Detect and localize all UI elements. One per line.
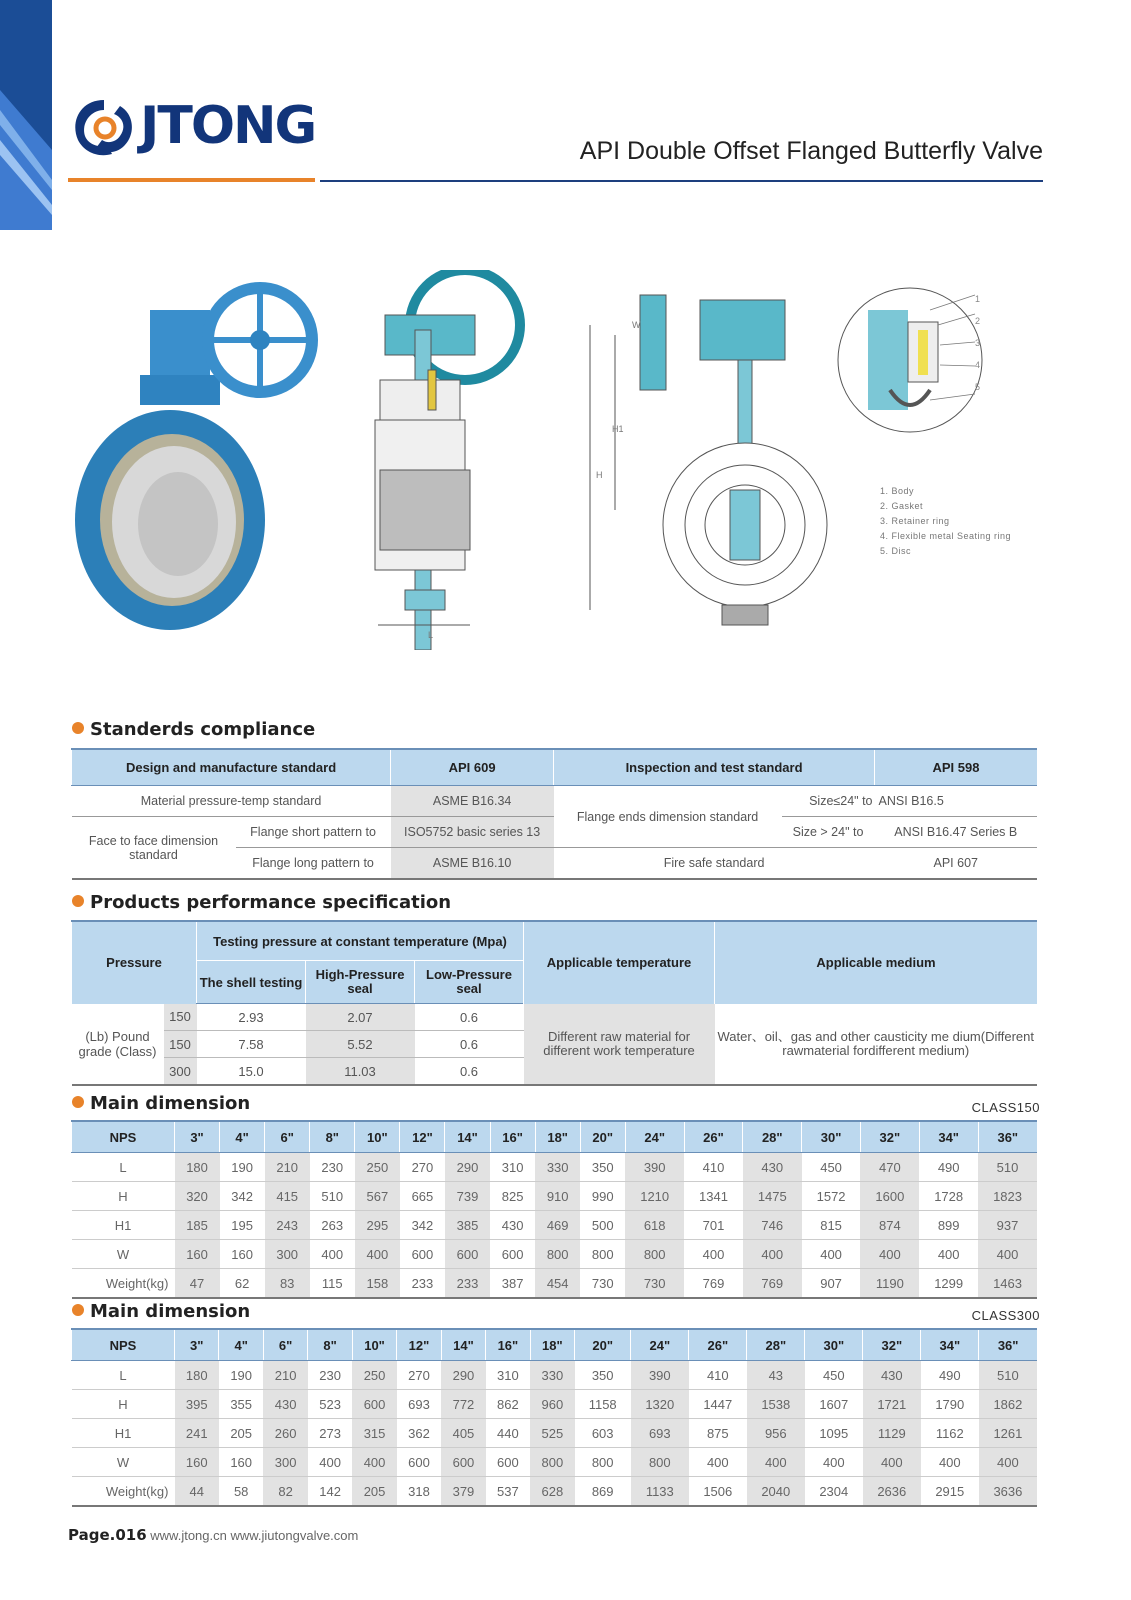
table-row <box>72 1419 1038 1448</box>
table-cell: 600 <box>352 1390 396 1419</box>
table-cell: 1158 <box>575 1390 631 1419</box>
nps-size-header: 20" <box>580 1121 625 1153</box>
table-cell: 693 <box>397 1390 441 1419</box>
table-row <box>72 1240 1038 1269</box>
table-cell: 300 <box>263 1448 307 1477</box>
nps-size-header: 12" <box>397 1329 441 1361</box>
table-cell: 190 <box>219 1361 263 1390</box>
table-cell: 800 <box>625 1240 684 1269</box>
bullet-dot-icon <box>72 1096 84 1108</box>
table-cell: 769 <box>684 1269 743 1299</box>
table-cell: 2304 <box>805 1477 863 1507</box>
row-label: L <box>72 1153 175 1182</box>
nps-size-header: 26" <box>689 1329 747 1361</box>
nps-size-header: 30" <box>802 1121 861 1153</box>
table-cell: 1299 <box>919 1269 978 1299</box>
section-title-dim150: Main dimension <box>72 1093 250 1114</box>
table-cell: 390 <box>625 1153 684 1182</box>
table-cell: 800 <box>530 1448 574 1477</box>
table-cell: 874 <box>860 1211 919 1240</box>
table-cell: 1320 <box>631 1390 689 1419</box>
table-cell: 600 <box>445 1240 490 1269</box>
table-cell: 142 <box>308 1477 352 1507</box>
table-cell: 158 <box>355 1269 400 1299</box>
nps-size-header: 30" <box>805 1329 863 1361</box>
row-label: Weight(kg) <box>72 1269 175 1299</box>
table-cell: 395 <box>175 1390 219 1419</box>
table-cell: 62 <box>220 1269 265 1299</box>
table-cell: 730 <box>625 1269 684 1299</box>
page-footer <box>68 1526 358 1544</box>
table-cell: 440 <box>486 1419 530 1448</box>
nps-size-header: 3" <box>175 1121 220 1153</box>
bullet-dot-icon <box>72 1304 84 1316</box>
nps-size-header: 12" <box>400 1121 445 1153</box>
table-cell: 115 <box>310 1269 355 1299</box>
nps-size-header: 8" <box>310 1121 355 1153</box>
table-cell: 510 <box>978 1153 1037 1182</box>
row-label: W <box>72 1240 175 1269</box>
table-cell: 290 <box>441 1361 485 1390</box>
table-cell: 400 <box>860 1240 919 1269</box>
table-cell: 523 <box>308 1390 352 1419</box>
valve-front-drawing-icon <box>590 295 827 625</box>
dim-label-h: H <box>596 470 603 480</box>
row-label: H1 <box>72 1211 175 1240</box>
dimension-table-class150 <box>71 1120 1037 1299</box>
table-cell: 270 <box>400 1153 445 1182</box>
table-cell: 430 <box>863 1361 921 1390</box>
table-cell: 330 <box>535 1153 580 1182</box>
table-cell: 450 <box>802 1153 861 1182</box>
table-cell: 160 <box>220 1240 265 1269</box>
table-cell: 400 <box>352 1448 396 1477</box>
nps-size-header: 28" <box>747 1329 805 1361</box>
bullet-dot-icon <box>72 722 84 734</box>
nps-size-header: 34" <box>919 1121 978 1153</box>
table-cell: 1790 <box>921 1390 979 1419</box>
table-cell: 628 <box>530 1477 574 1507</box>
header-orange-rule <box>68 178 315 182</box>
table-cell: 600 <box>486 1448 530 1477</box>
table-cell: 1728 <box>919 1182 978 1211</box>
table-cell: 600 <box>490 1240 535 1269</box>
nps-size-header: 8" <box>308 1329 352 1361</box>
table-cell: 525 <box>530 1419 574 1448</box>
table-row <box>72 1153 1038 1182</box>
table-cell: 2040 <box>747 1477 805 1507</box>
table-cell: 400 <box>919 1240 978 1269</box>
table-cell: 180 <box>175 1361 219 1390</box>
table-cell: 400 <box>979 1448 1037 1477</box>
nps-size-header: 26" <box>684 1121 743 1153</box>
table-cell: 470 <box>860 1153 919 1182</box>
table-cell: 454 <box>535 1269 580 1299</box>
row-label: Weight(kg) <box>72 1477 175 1507</box>
table-cell: 772 <box>441 1390 485 1419</box>
nps-size-header: 3" <box>175 1329 219 1361</box>
table-row <box>72 1477 1038 1507</box>
table-cell: 415 <box>265 1182 310 1211</box>
table-cell: 190 <box>220 1153 265 1182</box>
table-cell: 1572 <box>802 1182 861 1211</box>
dim-label-l: L <box>428 630 434 640</box>
table-cell: 1341 <box>684 1182 743 1211</box>
table-cell: 58 <box>219 1477 263 1507</box>
table-cell: 469 <box>535 1211 580 1240</box>
valve-section-drawing-icon <box>375 270 520 650</box>
table-cell: 83 <box>265 1269 310 1299</box>
dim-label-w: W <box>632 320 641 330</box>
table-cell: 1721 <box>863 1390 921 1419</box>
table-cell: 270 <box>397 1361 441 1390</box>
table-cell: 43 <box>747 1361 805 1390</box>
table-cell: 600 <box>400 1240 445 1269</box>
table-cell: 960 <box>530 1390 574 1419</box>
table-cell: 385 <box>445 1211 490 1240</box>
table-cell: 875 <box>689 1419 747 1448</box>
table-cell: 1162 <box>921 1419 979 1448</box>
table-cell: 160 <box>175 1448 219 1477</box>
table-cell: 355 <box>219 1390 263 1419</box>
table-cell: 1538 <box>747 1390 805 1419</box>
table-cell: 243 <box>265 1211 310 1240</box>
table-cell: 430 <box>743 1153 802 1182</box>
nps-size-header: 4" <box>219 1329 263 1361</box>
table-cell: 180 <box>175 1153 220 1182</box>
website-urls: www.jtong.cn www.jiutongvalve.com <box>150 1528 359 1543</box>
table-cell: 330 <box>530 1361 574 1390</box>
detail-callout-numbers: 1 2 3 4 5 <box>975 294 981 392</box>
nps-size-header: 24" <box>625 1121 684 1153</box>
nps-size-header: 24" <box>631 1329 689 1361</box>
table-cell: 500 <box>580 1211 625 1240</box>
bullet-dot-icon <box>72 895 84 907</box>
table-cell: 160 <box>175 1240 220 1269</box>
table-cell: 990 <box>580 1182 625 1211</box>
table-cell: 230 <box>308 1361 352 1390</box>
table-cell: 230 <box>310 1153 355 1182</box>
parts-legend: 1. Body 2. Gasket 3. Retainer ring 4. Flexible metal Seating ring 5. Disc <box>880 486 1012 556</box>
table-cell: 1607 <box>805 1390 863 1419</box>
table-cell: 400 <box>308 1448 352 1477</box>
dim-label-h1: H1 <box>612 424 624 434</box>
table-cell: 400 <box>743 1240 802 1269</box>
row-label: H <box>72 1182 175 1211</box>
nps-header: NPS <box>72 1329 175 1361</box>
table-cell: 600 <box>397 1448 441 1477</box>
table-cell: 400 <box>310 1240 355 1269</box>
row-label: H1 <box>72 1419 175 1448</box>
table-cell: 233 <box>445 1269 490 1299</box>
table-cell: 290 <box>445 1153 490 1182</box>
table-cell: 869 <box>575 1477 631 1507</box>
table-cell: 815 <box>802 1211 861 1240</box>
table-cell: 2915 <box>921 1477 979 1507</box>
row-label: H <box>72 1390 175 1419</box>
table-cell: 250 <box>355 1153 400 1182</box>
nps-size-header: 6" <box>265 1121 310 1153</box>
table-cell: 241 <box>175 1419 219 1448</box>
nps-size-header: 4" <box>220 1121 265 1153</box>
table-cell: 537 <box>486 1477 530 1507</box>
table-cell: 1463 <box>978 1269 1037 1299</box>
valve-photo-icon <box>75 288 312 630</box>
table-cell: 862 <box>486 1390 530 1419</box>
table-cell: 410 <box>684 1153 743 1182</box>
table-cell: 300 <box>265 1240 310 1269</box>
table-cell: 800 <box>631 1448 689 1477</box>
table-cell: 899 <box>919 1211 978 1240</box>
table-cell: 310 <box>486 1361 530 1390</box>
nps-size-header: 18" <box>530 1329 574 1361</box>
performance-table: Pressure Testing pressure at constant temperature (Mpa) Applicable temperature Applicable medium The shell testing High-Pressure seal Low-Pressure seal (Lb) Pound grade (Class) 150 2.93 2.07 0.6 Different raw material for different work temperature Water、oil、gas and other causticity me dium(Different rawmaterial fordifferent medium) 150 7.58 5.52 0.6 300 15.0 11.03 0.6 <box>71 920 1037 1086</box>
table-cell: 1095 <box>805 1419 863 1448</box>
seal-detail-icon <box>838 288 982 432</box>
nps-header: NPS <box>72 1121 175 1153</box>
table-cell: 263 <box>310 1211 355 1240</box>
table-cell: 618 <box>625 1211 684 1240</box>
nps-size-header: 36" <box>978 1121 1037 1153</box>
table-cell: 665 <box>400 1182 445 1211</box>
table-cell: 342 <box>400 1211 445 1240</box>
table-cell: 205 <box>352 1477 396 1507</box>
table-cell: 1447 <box>689 1390 747 1419</box>
table-cell: 1190 <box>860 1269 919 1299</box>
table-cell: 739 <box>445 1182 490 1211</box>
table-cell: 490 <box>919 1153 978 1182</box>
nps-size-header: 36" <box>979 1329 1037 1361</box>
standards-table: Design and manufacture standard API 609 Inspection and test standard API 598 Material pressure-temp standard ASME B16.34 Flange ends dimension standard Size≤24" to ANSI B16.5 Face to face dimension standard Flange short pattern to ISO5752 basic series 13 Size > 24" to ANSI B16.47 Series B Flange long pattern to ASME B16.10 Fire safe standard API 607 <box>71 748 1037 880</box>
table-cell: 273 <box>308 1419 352 1448</box>
table-cell: 746 <box>743 1211 802 1240</box>
nps-size-header: 14" <box>445 1121 490 1153</box>
class150-label: CLASS150 <box>971 1100 1040 1115</box>
table-cell: 233 <box>400 1269 445 1299</box>
table-cell: 1210 <box>625 1182 684 1211</box>
table-row <box>72 1211 1038 1240</box>
table-cell: 185 <box>175 1211 220 1240</box>
table-cell: 1129 <box>863 1419 921 1448</box>
nps-size-header: 16" <box>486 1329 530 1361</box>
table-cell: 210 <box>263 1361 307 1390</box>
nps-size-header: 10" <box>352 1329 396 1361</box>
table-cell: 260 <box>263 1419 307 1448</box>
table-cell: 160 <box>219 1448 263 1477</box>
table-cell: 342 <box>220 1182 265 1211</box>
table-cell: 600 <box>441 1448 485 1477</box>
table-cell: 400 <box>747 1448 805 1477</box>
table-cell: 3636 <box>979 1477 1037 1507</box>
table-cell: 350 <box>575 1361 631 1390</box>
table-cell: 800 <box>580 1240 625 1269</box>
nps-size-header: 32" <box>860 1121 919 1153</box>
table-cell: 510 <box>310 1182 355 1211</box>
table-cell: 310 <box>490 1153 535 1182</box>
table-row <box>72 1448 1038 1477</box>
page-title: API Double Offset Flanged Butterfly Valve <box>579 137 1043 165</box>
table-cell: 205 <box>219 1419 263 1448</box>
table-cell: 410 <box>689 1361 747 1390</box>
table-cell: 910 <box>535 1182 580 1211</box>
table-cell: 400 <box>689 1448 747 1477</box>
row-label: W <box>72 1448 175 1477</box>
table-cell: 44 <box>175 1477 219 1507</box>
table-cell: 510 <box>979 1361 1037 1390</box>
table-cell: 315 <box>352 1419 396 1448</box>
table-cell: 405 <box>441 1419 485 1448</box>
corner-decoration <box>0 0 60 230</box>
table-cell: 701 <box>684 1211 743 1240</box>
nps-size-header: 14" <box>441 1329 485 1361</box>
table-cell: 318 <box>397 1477 441 1507</box>
row-label: L <box>72 1361 175 1390</box>
table-cell: 956 <box>747 1419 805 1448</box>
table-cell: 379 <box>441 1477 485 1507</box>
header-blue-rule <box>320 180 1043 182</box>
table-cell: 387 <box>490 1269 535 1299</box>
nps-size-header: 28" <box>743 1121 802 1153</box>
table-cell: 567 <box>355 1182 400 1211</box>
table-cell: 1506 <box>689 1477 747 1507</box>
table-cell: 800 <box>575 1448 631 1477</box>
nps-size-header: 16" <box>490 1121 535 1153</box>
table-cell: 82 <box>263 1477 307 1507</box>
table-cell: 1862 <box>979 1390 1037 1419</box>
table-cell: 400 <box>921 1448 979 1477</box>
table-cell: 1475 <box>743 1182 802 1211</box>
table-cell: 430 <box>263 1390 307 1419</box>
table-row <box>72 1361 1038 1390</box>
table-cell: 430 <box>490 1211 535 1240</box>
nps-size-header: 34" <box>921 1329 979 1361</box>
table-cell: 1823 <box>978 1182 1037 1211</box>
table-cell: 825 <box>490 1182 535 1211</box>
table-cell: 693 <box>631 1419 689 1448</box>
table-cell: 210 <box>265 1153 310 1182</box>
table-cell: 400 <box>355 1240 400 1269</box>
table-cell: 390 <box>631 1361 689 1390</box>
nps-size-header: 20" <box>575 1329 631 1361</box>
table-cell: 400 <box>978 1240 1037 1269</box>
nps-size-header: 18" <box>535 1121 580 1153</box>
table-cell: 295 <box>355 1211 400 1240</box>
table-cell: 1133 <box>631 1477 689 1507</box>
table-cell: 937 <box>978 1211 1037 1240</box>
dimension-table-class300 <box>71 1328 1037 1507</box>
brand-wordmark: JTONG <box>140 96 316 156</box>
class300-label: CLASS300 <box>971 1308 1040 1323</box>
table-cell: 400 <box>802 1240 861 1269</box>
section-title-performance: Products performance specification <box>72 892 451 913</box>
table-row <box>72 1390 1038 1419</box>
table-cell: 400 <box>863 1448 921 1477</box>
table-cell: 400 <box>684 1240 743 1269</box>
table-cell: 769 <box>743 1269 802 1299</box>
table-cell: 1600 <box>860 1182 919 1211</box>
table-row <box>72 1269 1038 1299</box>
page-number: Page.016 <box>68 1526 147 1544</box>
table-cell: 362 <box>397 1419 441 1448</box>
table-cell: 450 <box>805 1361 863 1390</box>
nps-size-header: 10" <box>355 1121 400 1153</box>
table-cell: 490 <box>921 1361 979 1390</box>
table-cell: 2636 <box>863 1477 921 1507</box>
table-cell: 47 <box>175 1269 220 1299</box>
table-cell: 320 <box>175 1182 220 1211</box>
table-cell: 400 <box>805 1448 863 1477</box>
section-title-standards: Standerds compliance <box>72 719 315 740</box>
table-row <box>72 1182 1038 1211</box>
nps-size-header: 6" <box>263 1329 307 1361</box>
nps-size-header: 32" <box>863 1329 921 1361</box>
table-cell: 250 <box>352 1361 396 1390</box>
table-cell: 1261 <box>979 1419 1037 1448</box>
table-cell: 195 <box>220 1211 265 1240</box>
valve-illustrations <box>60 270 1020 650</box>
section-title-dim300: Main dimension <box>72 1301 250 1322</box>
table-cell: 800 <box>535 1240 580 1269</box>
table-cell: 603 <box>575 1419 631 1448</box>
table-cell: 907 <box>802 1269 861 1299</box>
table-cell: 350 <box>580 1153 625 1182</box>
table-cell: 730 <box>580 1269 625 1299</box>
